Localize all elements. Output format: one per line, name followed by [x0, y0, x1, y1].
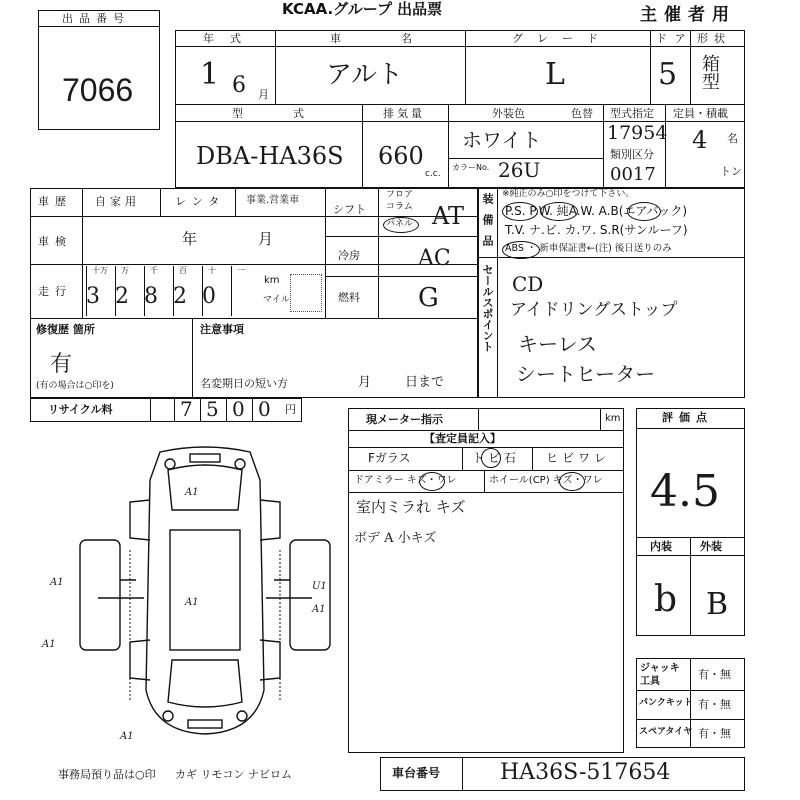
- equipment-note: ※純正のみ○印をつけて下さい。: [502, 189, 635, 199]
- mileage-digit: 2: [115, 284, 129, 309]
- remark-1: 室内ミラれ キズ: [356, 498, 466, 516]
- sales-point-1: CD: [512, 272, 544, 296]
- sales-point-2: アイドリングストップ: [510, 300, 678, 320]
- expiry-month-unit: 月: [358, 375, 372, 390]
- puncture-label: パンクキット: [639, 698, 693, 708]
- mileage-place-label: 十: [208, 266, 216, 275]
- repair-note: (有の場合は○印を): [36, 381, 114, 391]
- recycle-digit: 5: [206, 397, 219, 421]
- aircon-label: 冷房: [338, 249, 360, 262]
- organizer-label: 主催者用: [640, 5, 736, 25]
- exterior-value: B: [706, 587, 729, 622]
- load-unit: トン: [720, 165, 742, 178]
- mileage-digit: 8: [144, 284, 158, 309]
- color-change-label: 色替: [571, 107, 593, 120]
- history-option-business[interactable]: 事業.営業車: [246, 195, 300, 206]
- spare-choice: 有・無: [698, 727, 731, 740]
- damage-mark: A1: [185, 487, 199, 498]
- year-label: 年式: [203, 32, 257, 45]
- recycle-digit: 0: [232, 397, 245, 421]
- month-value: 6: [232, 73, 246, 98]
- recycle-digit: 7: [180, 397, 193, 421]
- expiry-day-unit: 日まで: [405, 375, 445, 390]
- glass-label: Fガラス: [368, 451, 411, 465]
- equipment-row1: P.S. P.W. 純A.W. A.B(エアバック): [505, 204, 688, 218]
- mileage-place-label: 千: [150, 266, 158, 275]
- mileage-place-label: 十万: [92, 266, 108, 275]
- jack-label: ジャッキ工具: [640, 663, 680, 687]
- displacement-unit: c.c.: [425, 169, 441, 179]
- chassis-number: HA36S-517654: [500, 760, 671, 785]
- interior-value: b: [654, 579, 678, 620]
- model-value: DBA-HA36S: [196, 142, 344, 170]
- spare-label: スペアタイヤ: [639, 727, 693, 737]
- car-diagram: [70, 440, 340, 740]
- equipment-row2: T.V. ナ.ビ. カ.ワ. S.R(サンルーフ): [505, 223, 688, 237]
- mirror-label: ドアミラー キズ・ワレ: [354, 475, 457, 486]
- color-value: ホワイト: [462, 128, 542, 152]
- exterior-label: 外装: [700, 540, 722, 553]
- damage-mark: U1: [312, 581, 327, 592]
- lot-label: 出品番号: [62, 12, 130, 25]
- sales-point-3: キーレス: [518, 332, 597, 356]
- doors-value: 5: [658, 57, 678, 92]
- damage-mark: A1: [185, 597, 199, 608]
- recycle-label: リサイクル料: [48, 403, 113, 416]
- shift-label: シフト: [333, 203, 366, 216]
- puncture-choice: 有・無: [698, 698, 731, 711]
- lot-number-box: [38, 10, 160, 130]
- inspector-label: 【査定員記入】: [424, 432, 501, 445]
- doors-label: ドア: [656, 32, 694, 45]
- repair-label: 修復歴 箇所: [36, 323, 95, 336]
- mileage-digit: 3: [86, 284, 100, 309]
- capacity-value: 4: [692, 126, 708, 154]
- aircon-value: AC: [418, 246, 451, 271]
- color-label: 外装色: [492, 107, 525, 120]
- damage-mark: A1: [312, 604, 326, 615]
- displacement-label: 排気量: [383, 107, 425, 120]
- grade-label: グレード: [512, 32, 612, 45]
- type-spec-value: 17954: [607, 122, 668, 144]
- sales-points-label: セールスポイント: [481, 264, 494, 352]
- mileage-unit-km: km: [264, 275, 280, 286]
- class-value: 0017: [610, 164, 656, 185]
- meter-label: 現メーター指示: [366, 413, 443, 426]
- car-name: アルト: [326, 60, 403, 90]
- year-value: 1: [200, 57, 220, 92]
- glass-option-2: ヒビワレ: [546, 451, 611, 465]
- score-label: 評価点: [662, 411, 713, 424]
- repair-value: 有: [50, 352, 73, 377]
- group-title: KCAA.グループ 出品票: [282, 0, 443, 18]
- inspection-year-unit: 年: [182, 230, 198, 248]
- body-label: 形状: [697, 32, 731, 45]
- class-label: 類別区分: [610, 148, 654, 161]
- glass-option-1: トビ石: [472, 451, 521, 465]
- office-note: 事務局預り品は○印: [58, 768, 156, 781]
- equipment-row3: ABS ・ 新車保証書←(注) 後日送りのみ: [505, 243, 672, 254]
- displacement-value: 660: [378, 142, 424, 170]
- capacity-label: 定員・積載: [673, 107, 728, 120]
- remark-2: ボデ A 小キズ: [354, 531, 437, 546]
- office-items: カギ リモコン ナビロム: [175, 768, 292, 781]
- history-label: 車歴: [38, 195, 72, 208]
- expiry-label: 名変期日の短い方: [200, 377, 288, 390]
- shift-option-floor: フロア: [386, 190, 414, 200]
- shift-option-column: コラム: [386, 202, 413, 212]
- mileage-place-label: 万: [121, 266, 129, 275]
- body-value: 箱型: [699, 54, 720, 90]
- shift-value: AT: [432, 202, 465, 230]
- history-option-private[interactable]: 自家用: [95, 195, 140, 208]
- meter-unit: km: [605, 413, 621, 424]
- fuel-value: G: [418, 283, 439, 313]
- recycle-digit: 0: [258, 397, 271, 421]
- shift-option-panel: パネル: [386, 219, 414, 229]
- equipment-side-label: 装備品: [481, 193, 494, 256]
- capacity-unit: 名: [727, 132, 738, 145]
- jack-choice: 有・無: [698, 668, 731, 681]
- interior-label: 内装: [650, 540, 672, 553]
- damage-mark: A1: [120, 731, 134, 742]
- notes-label: 注意事項: [200, 323, 244, 336]
- color-no-value: 26U: [498, 158, 541, 182]
- recycle-unit: 円: [285, 403, 296, 416]
- damage-mark: A1: [50, 577, 64, 588]
- history-option-rental[interactable]: レンタ: [175, 195, 226, 208]
- mileage-place-label: 一: [237, 266, 245, 275]
- name-label: 車名: [330, 32, 472, 45]
- car-outline: [146, 447, 264, 734]
- lot-number: 7066: [62, 72, 134, 108]
- inspection-month-unit: 月: [258, 230, 274, 248]
- month-unit: 月: [258, 88, 269, 101]
- chassis-label: 車台番号: [392, 766, 441, 780]
- mileage-digit: 2: [173, 284, 187, 309]
- model-label: 型式: [232, 107, 354, 120]
- fuel-label: 燃料: [338, 291, 360, 304]
- inspection-label: 車検: [38, 235, 72, 248]
- color-no-label: カラーNo.: [452, 163, 490, 172]
- mileage-label: 走行: [38, 285, 72, 298]
- type-spec-label: 型式指定: [610, 107, 654, 120]
- grade-value: L: [545, 57, 565, 92]
- mileage-unit-mile: マイル: [263, 295, 290, 305]
- wheel-label: ホイール(CP) キズ・ワレ: [489, 475, 603, 486]
- damage-mark: A1: [42, 639, 56, 650]
- score-value: 4.5: [650, 466, 720, 517]
- mileage-digit: 0: [202, 284, 216, 309]
- mileage-place-label: 百: [179, 266, 187, 275]
- sales-point-4: シートヒーター: [516, 362, 656, 386]
